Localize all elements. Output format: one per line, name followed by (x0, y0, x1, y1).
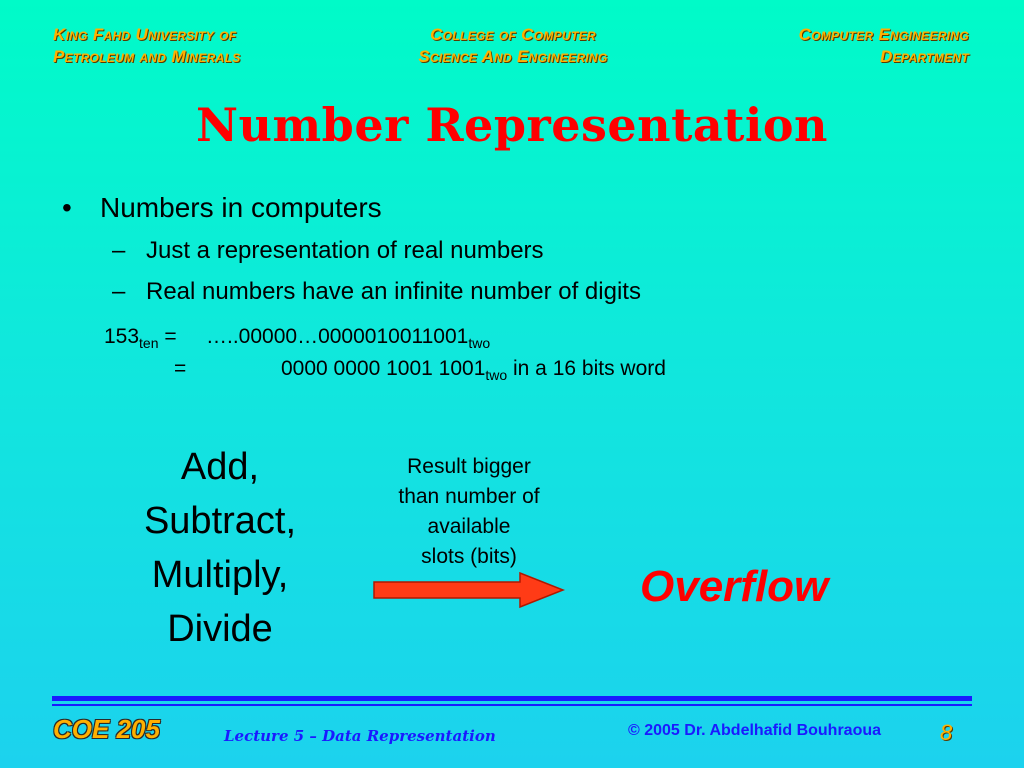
header-college-line2: Science And Engineering (418, 47, 608, 66)
right-arrow-icon (370, 570, 566, 610)
equation-binary-infinite-value: …..00000…0000010011001 (206, 325, 469, 348)
equation-16bit-suffix: in a 16 bits word (507, 357, 666, 380)
result-bigger-note (374, 452, 564, 572)
operations-list (120, 440, 320, 656)
operation-multiply: Multiply, (151, 554, 289, 596)
footer-divider-thick (52, 696, 972, 701)
sub-bullet-1-text: Just a representation of real numbers (146, 237, 544, 264)
header-university-line1: King Fahd University of (53, 25, 237, 44)
course-code: COE 205 (53, 714, 160, 744)
bullet-dot-icon: • (62, 192, 72, 223)
result-note-line2: than number of (398, 485, 540, 508)
page-number: 8 (940, 720, 953, 745)
result-note-line1: Result bigger (407, 455, 531, 478)
equation-base-two-2: two (485, 367, 508, 383)
header-college-line1: College of Computer (430, 25, 596, 44)
equation-16bit-binary (281, 357, 666, 383)
equation-lhs (104, 325, 177, 351)
header-university (53, 24, 241, 68)
sub-bullet-2-text: Real numbers have an infinite number of digits (146, 278, 641, 305)
slide-title: Number Representation (195, 98, 829, 152)
header-college (390, 24, 636, 68)
sub-bullet-dash-icon: – (112, 237, 126, 264)
sub-bullet-1 (112, 237, 544, 265)
header-university-line2: Petroleum and Minerals (53, 47, 241, 66)
lecture-title: Lecture 5 – Data Representation (224, 727, 496, 745)
equation-infinite-binary (206, 325, 490, 351)
sub-bullet-2 (112, 278, 641, 306)
equation-binary-16bit-value: 0000 0000 1001 1001 (281, 357, 486, 380)
sub-bullet-dash-icon: – (112, 278, 126, 305)
equation-equals-1: = (158, 325, 177, 348)
bullet-main-text: Numbers in computers (100, 192, 382, 223)
operation-divide: Divide (167, 608, 273, 650)
header-department-line2: Department (880, 47, 969, 66)
arrow-shape (374, 573, 563, 607)
equation-number: 153 (104, 325, 140, 348)
copyright-notice: © 2005 Dr. Abdelhafid Bouhraoua (628, 722, 882, 739)
footer-divider-thin (52, 704, 972, 706)
result-note-line4: slots (bits) (421, 545, 517, 568)
operation-add: Add, (180, 446, 260, 488)
equation-base-ten: ten (139, 335, 159, 351)
bullet-numbers-in-computers (62, 192, 382, 224)
operation-subtract: Subtract, (143, 500, 297, 542)
overflow-label: Overflow (640, 562, 829, 611)
result-note-line3: available (427, 515, 511, 538)
header-department-line1: Computer Engineering (798, 25, 969, 44)
equation-base-two-1: two (468, 335, 491, 351)
header-department (799, 24, 969, 68)
equation-equals-2: = (174, 357, 187, 380)
